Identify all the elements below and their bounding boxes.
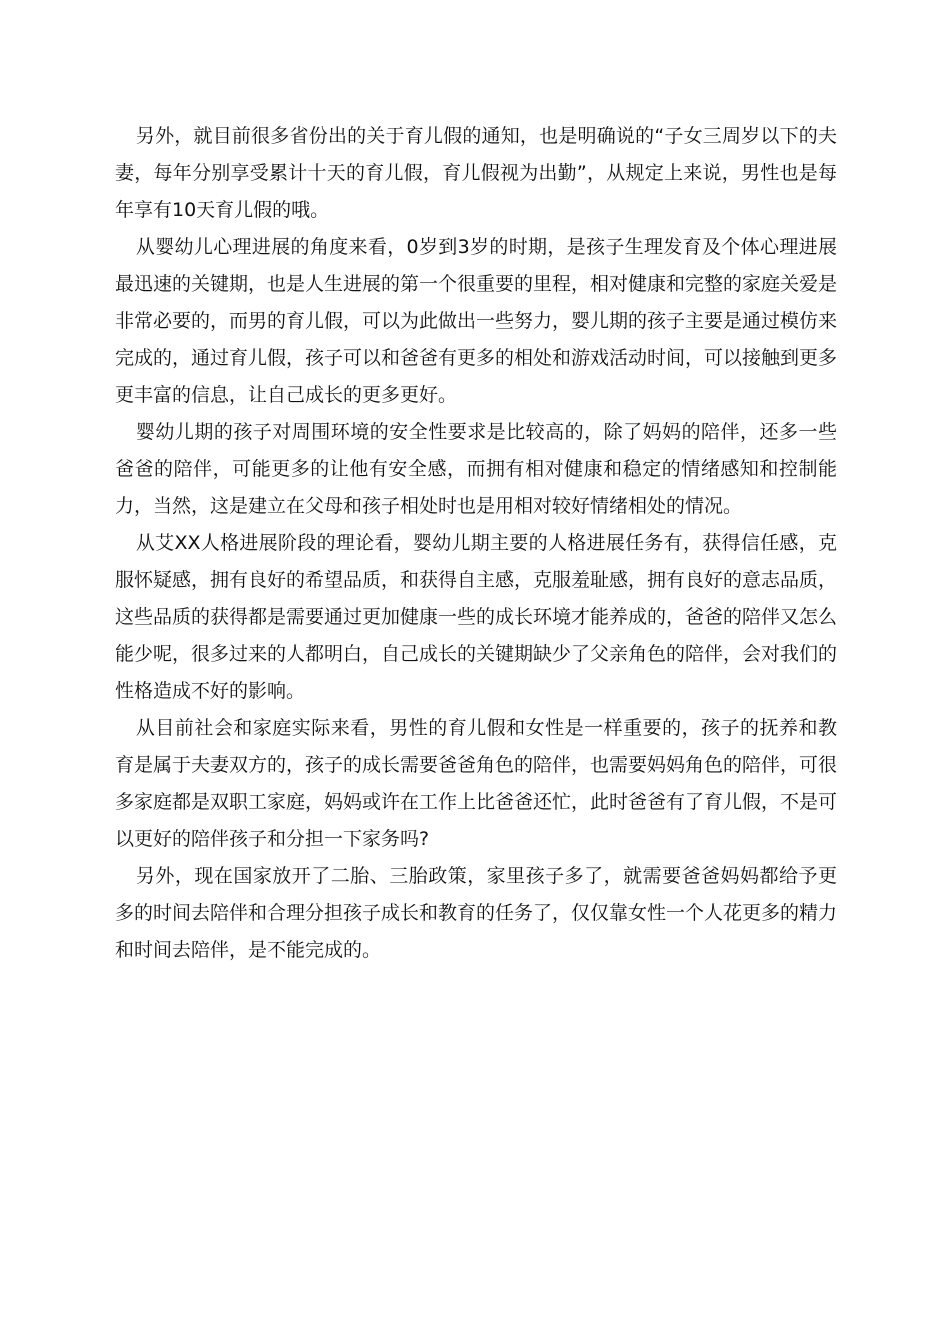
paragraph-2: 从婴幼儿心理进展的角度来看，0岁到3岁的时期，是孩子生理发育及个体心理进展最迅速的关键期，也是人生进展的第一个很重要的里程，相对健康和完整的家庭关爱是非常必要的，而男的育儿假，可以为此做出一些努力，婴儿期的孩子主要是通过模仿来完成的，通过育儿假，孩子可以和爸爸有更多的相处和游戏活动时间，可以接触到更多更丰富的信息，让自己成长的更多更好。 xyxy=(115,236,838,406)
paragraph-3: 婴幼儿期的孩子对周围环境的安全性要求是比较高的，除了妈妈的陪伴，还多一些爸爸的陪伴，可能更多的让他有安全感，而拥有相对健康和稳定的情绪感知和控制能力，当然，这是建立在父母和孩子相处时也是用相对较好情绪相处的情况。 xyxy=(115,421,837,517)
paragraph-5: 从目前社会和家庭实际来看，男性的育儿假和女性是一样重要的，孩子的抚养和教育是属于夫妻双方的，孩子的成长需要爸爸角色的陪伴，也需要妈妈角色的陪伴，可很多家庭都是双职工家庭，妈妈或许在工作上比爸爸还忙，此时爸爸有了育儿假，不是可以更好的陪伴孩子和分担一下家务吗? xyxy=(115,717,838,850)
paragraph-1: 另外，就目前很多省份出的关于育儿假的通知，也是明确说的“子女三周岁以下的夫妻，每年分别享受累计十天的育儿假，育儿假视为出勤”，从规定上来说，男性也是每年享有10天育儿假的哦。 xyxy=(115,125,837,221)
paragraph-4: 从艾XX人格进展阶段的理论看，婴幼儿期主要的人格进展任务有，获得信任感，克服怀疑感，拥有良好的希望品质，和获得自主感，克服羞耻感，拥有良好的意志品质，这些品质的获得都是需要通过更加健康一些的成长环境才能养成的，爸爸的陪伴又怎么能少呢，很多过来的人都明白，自己成长的关键期缺少了父亲角色的陪伴，会对我们的性格造成不好的影响。 xyxy=(115,532,838,702)
document-body xyxy=(115,118,837,969)
paragraph-6: 另外，现在国家放开了二胎、三胎政策，家里孩子多了，就需要爸爸妈妈都给予更多的时间去陪伴和合理分担孩子成长和教育的任务了，仅仅靠女性一个人花更多的精力和时间去陪伴，是不能完成的。 xyxy=(115,865,838,961)
